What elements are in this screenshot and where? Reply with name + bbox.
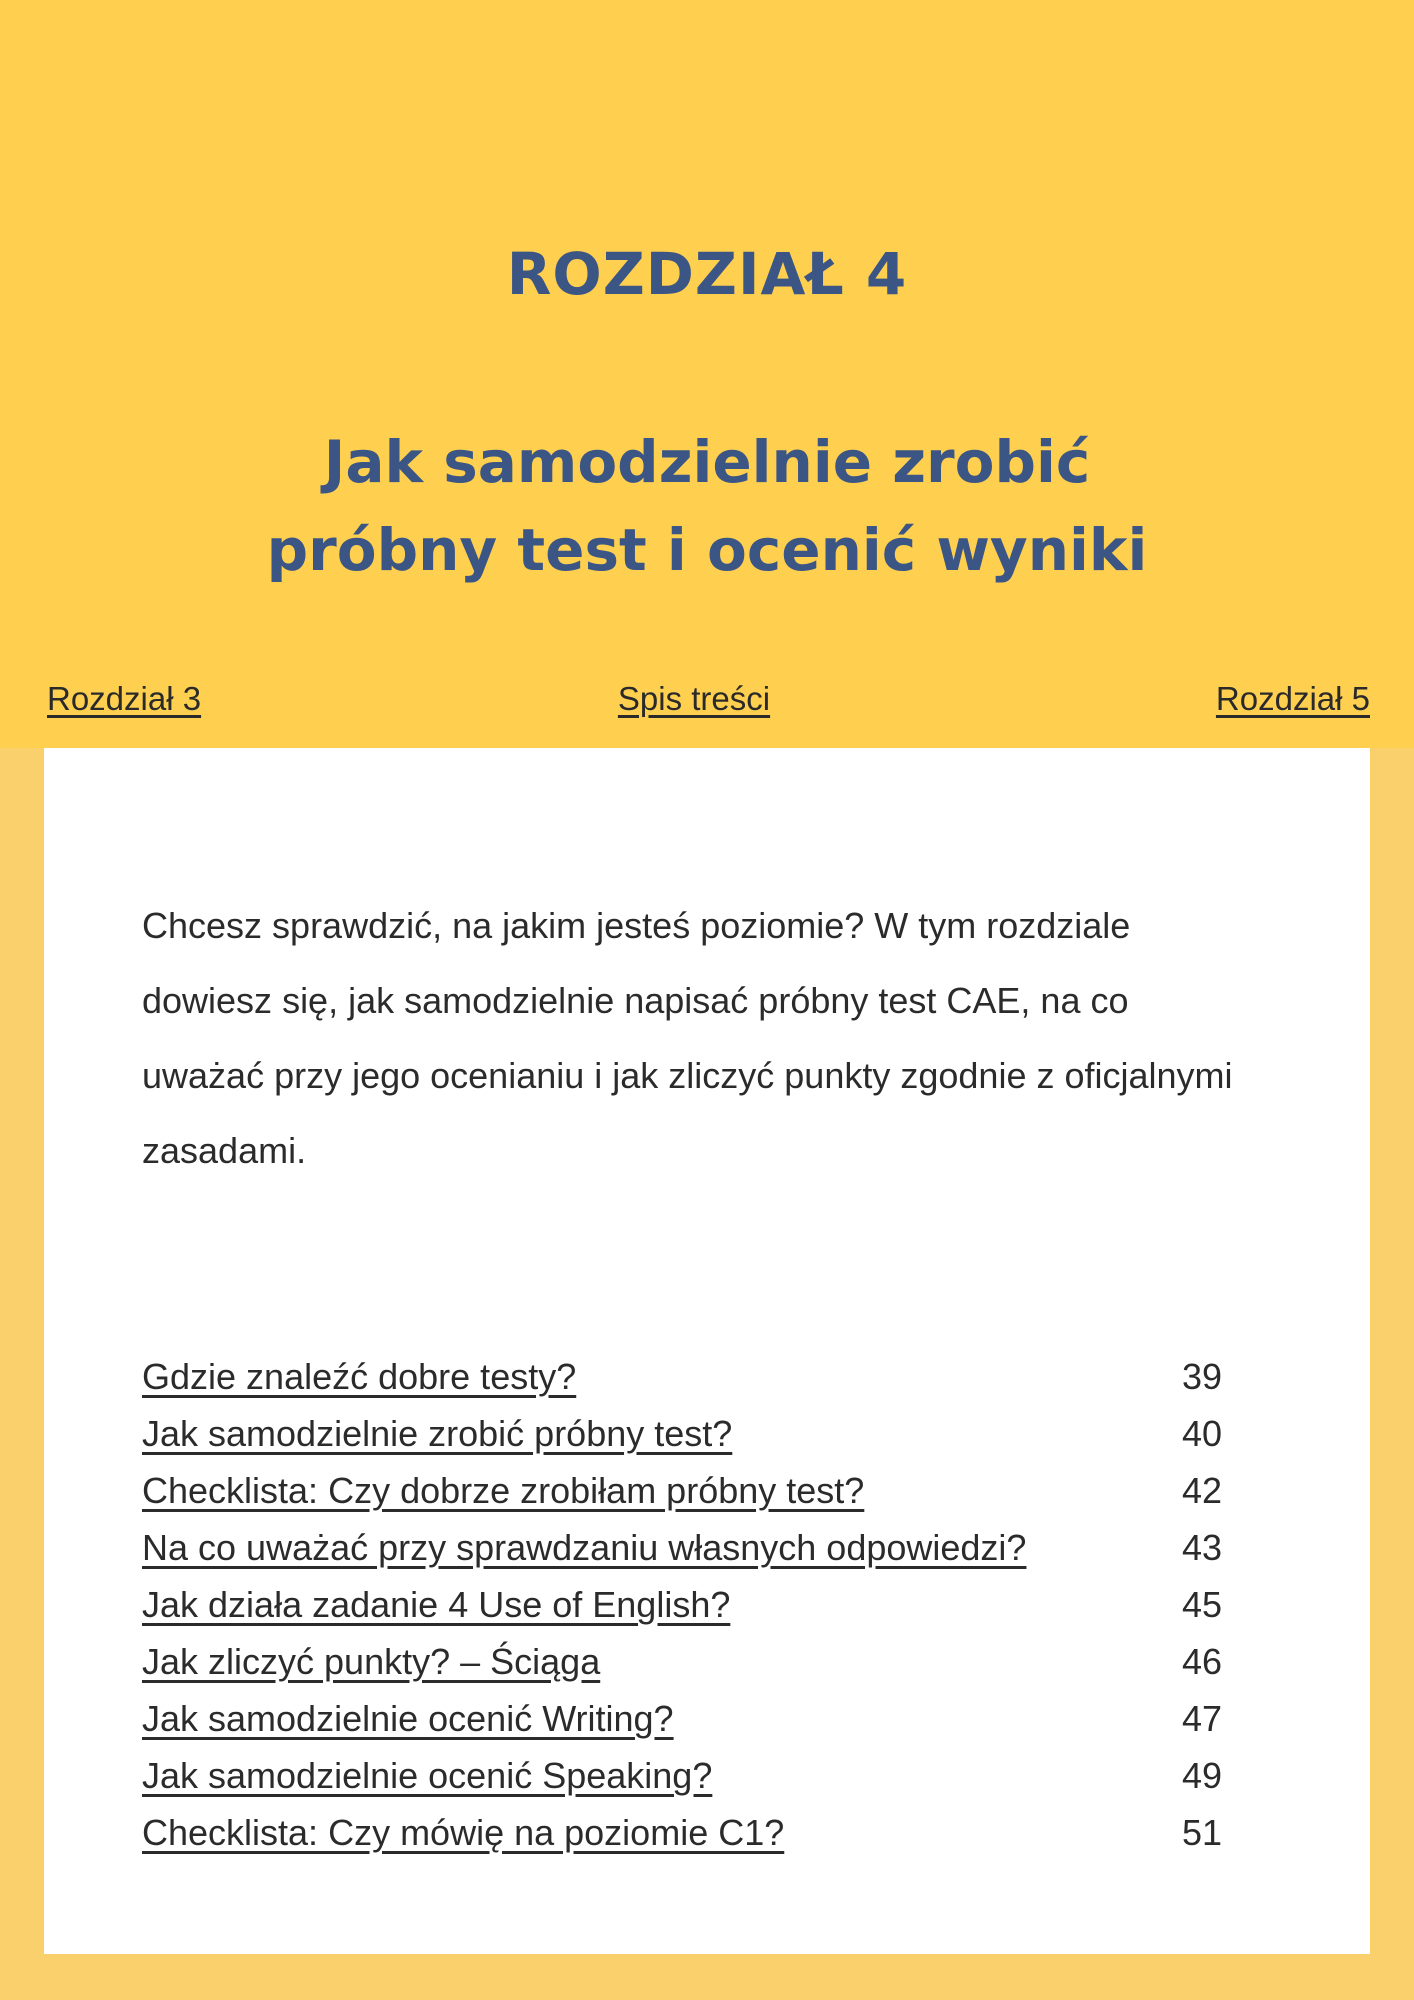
toc-item bbox=[142, 1633, 1222, 1690]
toc-item bbox=[142, 1804, 1222, 1861]
table-of-contents-link[interactable]: Spis treści bbox=[617, 680, 771, 717]
toc-item-link[interactable]: Checklista: Czy dobrze zrobiłam próbny test? bbox=[142, 1470, 865, 1511]
toc-item-link[interactable]: Jak zliczyć punkty? – Ściąga bbox=[142, 1641, 601, 1682]
chapter-title-line-2: próbny test i ocenić wyniki bbox=[266, 516, 1148, 584]
toc-item bbox=[142, 1405, 1222, 1462]
prev-chapter-link[interactable]: Rozdział 3 bbox=[47, 680, 202, 717]
toc-item-page: 45 bbox=[1181, 1584, 1222, 1625]
chapter-toc bbox=[142, 1348, 1222, 1861]
toc-item-page: 46 bbox=[1181, 1641, 1222, 1682]
toc-item-link[interactable]: Gdzie znaleźć dobre testy? bbox=[142, 1356, 577, 1397]
toc-item-link[interactable]: Na co uważać przy sprawdzaniu własnych odpowiedzi? bbox=[142, 1527, 1027, 1568]
toc-item-page: 49 bbox=[1181, 1755, 1222, 1796]
toc-item-link[interactable]: Checklista: Czy mówię na poziomie C1? bbox=[142, 1812, 785, 1853]
toc-item bbox=[142, 1747, 1222, 1804]
toc-item-page: 47 bbox=[1181, 1698, 1222, 1739]
chapter-title bbox=[0, 418, 1414, 594]
toc-item bbox=[142, 1690, 1222, 1747]
toc-item bbox=[142, 1348, 1222, 1405]
toc-item-link[interactable]: Jak samodzielnie ocenić Writing? bbox=[142, 1698, 674, 1739]
toc-item-page: 39 bbox=[1181, 1356, 1222, 1397]
toc-item-link[interactable]: Jak działa zadanie 4 Use of English? bbox=[142, 1584, 731, 1625]
content-card bbox=[44, 748, 1370, 1954]
toc-item bbox=[142, 1519, 1222, 1576]
chapter-header bbox=[0, 0, 1414, 748]
next-chapter-link[interactable]: Rozdział 5 bbox=[1215, 680, 1370, 717]
toc-item-link[interactable]: Jak samodzielnie ocenić Speaking? bbox=[142, 1755, 713, 1796]
toc-item-link[interactable]: Jak samodzielnie zrobić próbny test? bbox=[142, 1413, 733, 1454]
toc-item bbox=[142, 1462, 1222, 1519]
toc-item-page: 43 bbox=[1181, 1527, 1222, 1568]
chapter-title-line-1: Jak samodzielnie zrobić bbox=[323, 428, 1091, 496]
toc-item bbox=[142, 1576, 1222, 1633]
toc-item-page: 42 bbox=[1181, 1470, 1222, 1511]
intro-paragraph: Chcesz sprawdzić, na jakim jesteś poziomie? W tym rozdziale dowiesz się, jak samodzielnie napisać próbny test CAE, na co uważać przy jego ocenianiu i jak zliczyć punkty zgodnie z oficjalnymi zasadami. bbox=[142, 905, 1233, 1171]
chapter-label: ROZDZIAŁ 4 bbox=[506, 240, 908, 308]
toc-item-page: 51 bbox=[1181, 1812, 1222, 1853]
toc-item-page: 40 bbox=[1181, 1413, 1222, 1454]
